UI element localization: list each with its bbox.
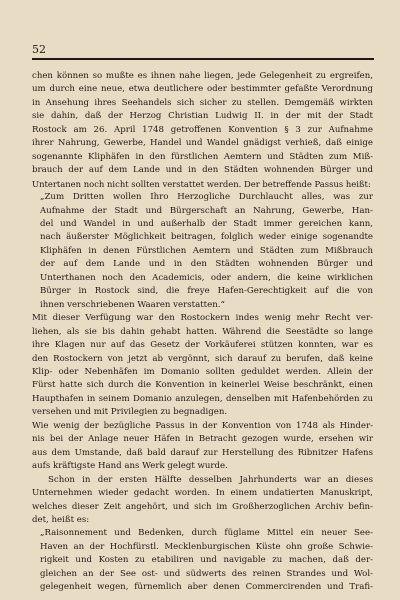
text-line: Haupthafen in seinem Domanio anzulegen, denselben mit Hafenbehörden zu xyxy=(32,393,373,404)
text-line: det, heißt es: xyxy=(32,514,90,525)
text-line: in Ansehung ihres Seehandels sich sicher zu stellen. Demgemäß wirkten xyxy=(32,97,373,108)
text-line: ihrer Nahrung, Gewerbe, Handel und Wandel gnädigst verhieß, daß einige xyxy=(32,138,373,149)
text-line: del und Wandel in und außerhalb der Stadt immer gereichen kann, xyxy=(40,218,373,229)
text-line: Kliphäfen in denen Fürstlichen Aemtern und Städten zum Mißbrauch xyxy=(40,245,373,256)
text-line: Fürst hatte sich durch die Konvention in keinerlei Weise beschränkt, einen xyxy=(32,380,373,391)
text-line: um durch eine neue, etwa deutlichere oder bestimmter gefaßte Verordnung xyxy=(32,84,373,95)
text-line: chen können so mußte es ihnen nahe liegen, jede Gelegenheit zu ergreifen, xyxy=(32,71,373,81)
text-line: gelegenheit wegen, fürnemlich aber denen Commercirenden und Trafi- xyxy=(40,582,373,593)
text-line: ihre Klagen nur auf das Gesetz der Vorkäuferei stützen konnten, war es xyxy=(32,340,373,351)
text-line: Wie wenig der bezügliche Passus in der Konvention von 1748 als Hinder- xyxy=(32,420,373,431)
text-line: den Rostockern von jetzt ab vergönnt, sich darauf zu berufen, daß keine xyxy=(32,353,373,364)
body-text xyxy=(32,70,373,595)
text-line: Aufnahme der Stadt und Bürgerschaft an Nahrung, Gewerbe, Han- xyxy=(40,205,373,216)
text-line: sie dahin, daß der Herzog Christian Ludwig II. in der mit der Stadt xyxy=(32,111,373,122)
text-line: nach äußerster Möglichkeit beitragen, folglich weder einige sogenandte xyxy=(40,232,373,243)
text-line: Untertanen noch nicht sollten verstattet werden. Der betreffende Passus heißt: xyxy=(32,178,371,189)
text-line: liehen, als sie bis dahin gehabt hatten. Während die Seestädte so lange xyxy=(32,326,373,337)
text-line: sogenannte Kliphäfen in den fürstlichen Aemtern und Städten zum Miß- xyxy=(32,151,373,162)
text-line: welches dieser Zeit angehört, und sich im Großherzoglichen Archiv befin- xyxy=(32,501,373,512)
text-line: Rostock am 26. April 1748 getroffenen Konvention § 3 zur Aufnahme xyxy=(32,124,373,135)
text-line: gleichen an der See ost- und südwerts des reinen Strandes und Wol- xyxy=(40,568,373,579)
text-line: Bürger in Rostock sind, die freye Hafen-Gerechtigkeit auf die von xyxy=(40,286,373,297)
text-line: „Raisonnement und Bedenken, durch füglame Mittel ein neuer See- xyxy=(40,528,373,539)
text-line: rigkeit und Kosten zu etabiliren und navigable zu machen, daß der- xyxy=(40,555,373,566)
text-line: Unternehmen wieder gedacht worden. In einem undatierten Manuskript, xyxy=(32,488,373,499)
text-line: ihnen verschriebenen Waaren verstatten.“ xyxy=(40,299,225,310)
page-header xyxy=(32,42,373,56)
text-line: der auf dem Lande und in den Städten wohnenden Bürger und xyxy=(40,259,373,270)
text-line: Klip- oder Nebenhäfen im Domanio sollten geduldet werden. Allein der xyxy=(32,366,373,377)
text-line: Mit dieser Verfügung war den Rostockern indes wenig mehr Recht ver- xyxy=(32,313,373,324)
text-line: brauch der auf dem Lande und in den Städten wohnenden Bürger und xyxy=(32,165,373,176)
header-rule xyxy=(32,58,374,60)
text-line: aus dem Umstande, daß bald darauf zur Herstellung des Ribnitzer Hafens xyxy=(32,447,373,458)
page-number: 52 xyxy=(32,43,46,56)
text-line: Schon in der ersten Hälfte desselben Jahrhunderts war an dieses xyxy=(48,474,373,485)
text-line: Unterthanen noch den Academicis, oder andern, die keine wirklichen xyxy=(40,272,373,283)
text-line: versehen und mit Privilegien zu begnadigen. xyxy=(32,407,228,418)
text-line: „Zum Dritten wollen Ihro Herzogliche Durchlaucht alles, was zur xyxy=(40,192,373,203)
text-line: aufs kräftigste Hand ans Werk gelegt wurde. xyxy=(32,461,228,472)
text-line: nis bei der Anlage neuer Häfen in Betracht gezogen wurde, ersehen wir xyxy=(32,434,373,445)
text-line: Haven an der Hochfürstl. Mecklenburgischen Küste ohn große Schwie- xyxy=(40,541,373,552)
